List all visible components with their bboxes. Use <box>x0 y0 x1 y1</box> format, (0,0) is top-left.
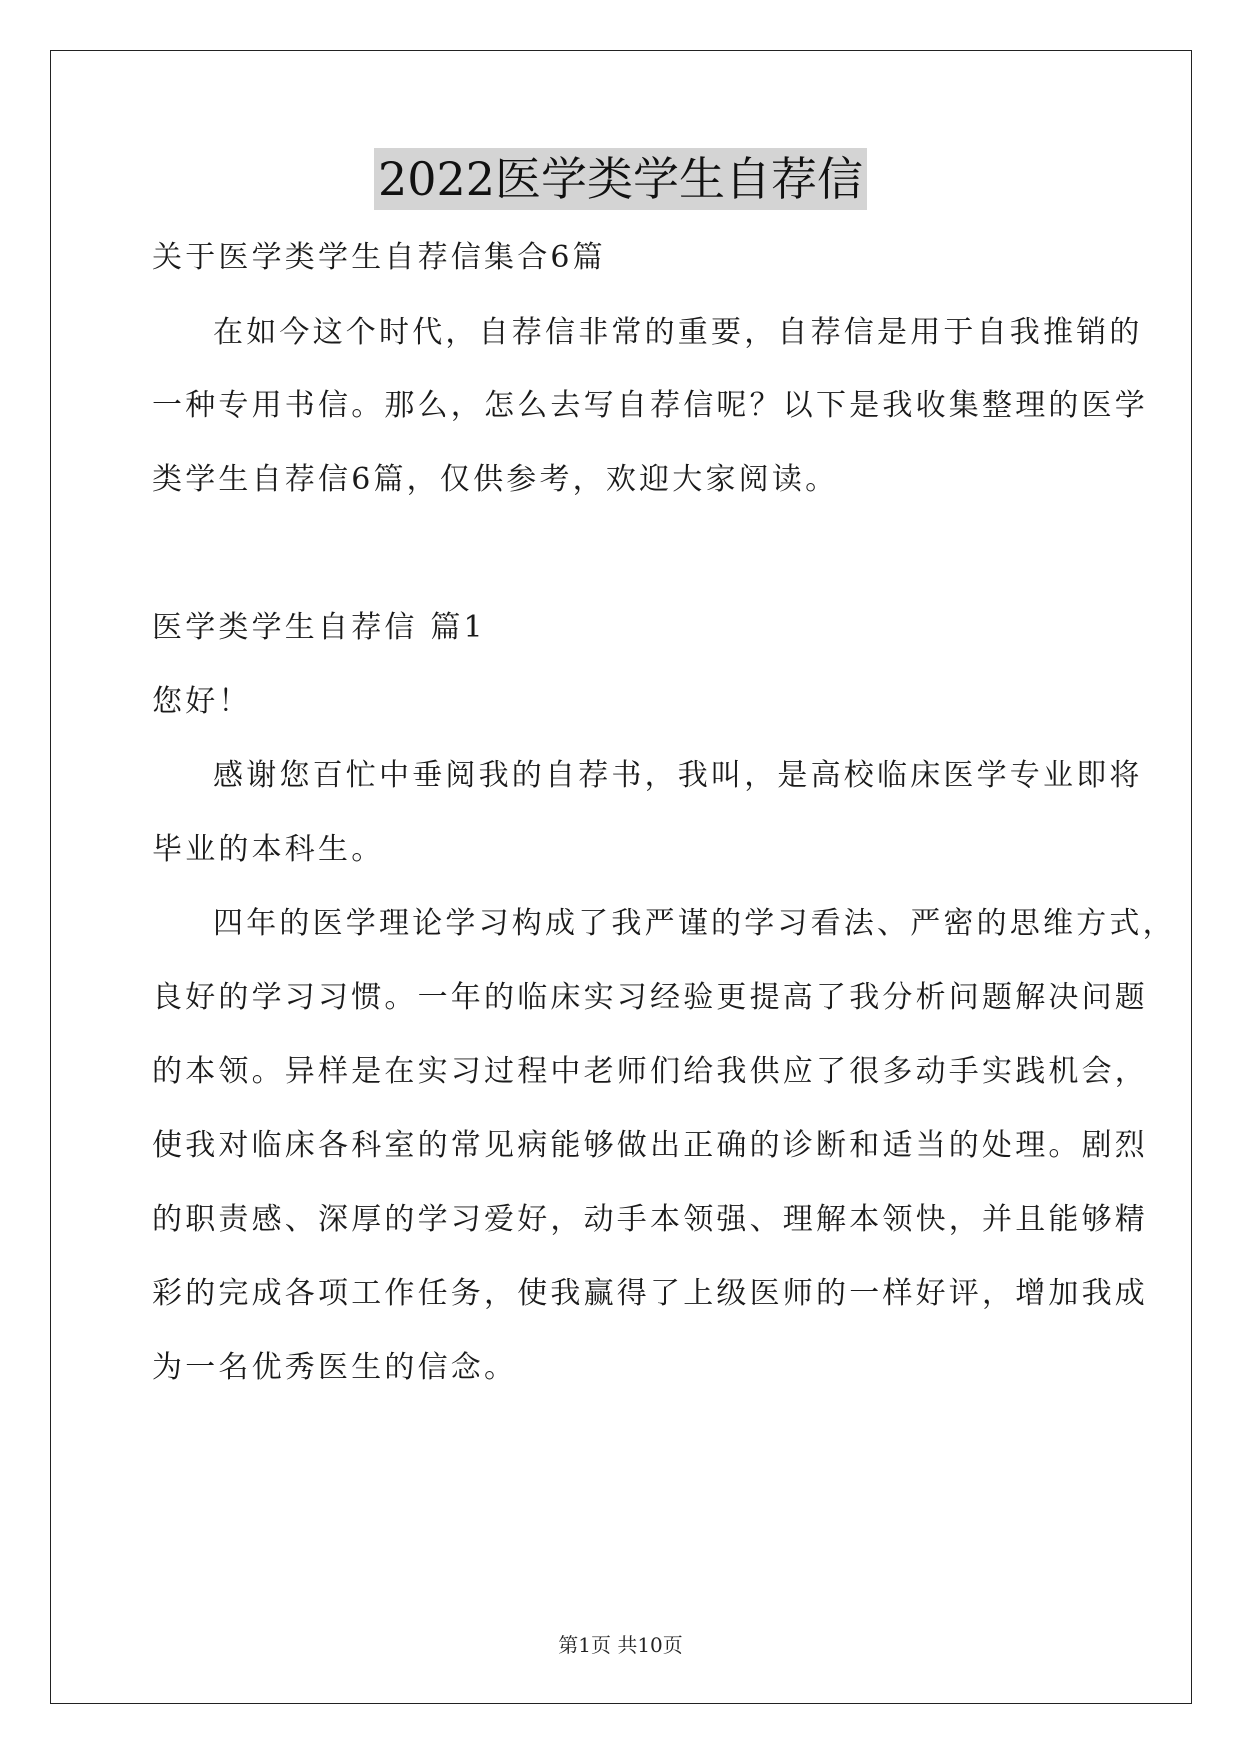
paragraph-line: 彩的完成各项工作任务，使我赢得了上级医师的一样好评，增加我成 <box>152 1276 1148 1311</box>
paragraph-line: 良好的学习习惯。一年的临床实习经验更提高了我分析问题解决问题 <box>152 980 1148 1015</box>
paragraph-line: 四年的医学理论学习构成了我严谨的学习看法、严密的思维方式， <box>213 906 1176 941</box>
section-heading: 医学类学生自荐信 篇1 <box>152 610 486 645</box>
paragraph-line: 使我对临床各科室的常见病能够做出正确的诊断和适当的处理。剧烈 <box>152 1128 1148 1163</box>
paragraph-line: 的职责感、深厚的学习爱好，动手本领强、理解本领快，并且能够精 <box>152 1202 1148 1237</box>
title-container <box>0 148 1241 210</box>
greeting: 您好！ <box>152 684 252 719</box>
paragraph-line: 感谢您百忙中垂阅我的自荐书，我叫，是高校临床医学专业即将 <box>213 758 1143 793</box>
document-title: 2022医学类学生自荐信 <box>374 148 867 210</box>
intro-line: 类学生自荐信6篇，仅供参考，欢迎大家阅读。 <box>152 462 839 497</box>
document-subtitle: 关于医学类学生自荐信集合6篇 <box>152 240 606 275</box>
paragraph-line: 的本领。异样是在实习过程中老师们给我供应了很多动手实践机会， <box>152 1054 1148 1089</box>
intro-line: 一种专用书信。那么，怎么去写自荐信呢？以下是我收集整理的医学 <box>152 388 1148 423</box>
page-footer: 第1页 共10页 <box>558 1633 683 1657</box>
page-border <box>50 50 1192 1704</box>
paragraph-line: 毕业的本科生。 <box>152 832 385 867</box>
intro-line: 在如今这个时代，自荐信非常的重要，自荐信是用于自我推销的 <box>213 315 1143 350</box>
paragraph-line: 为一名优秀医生的信念。 <box>152 1350 518 1385</box>
